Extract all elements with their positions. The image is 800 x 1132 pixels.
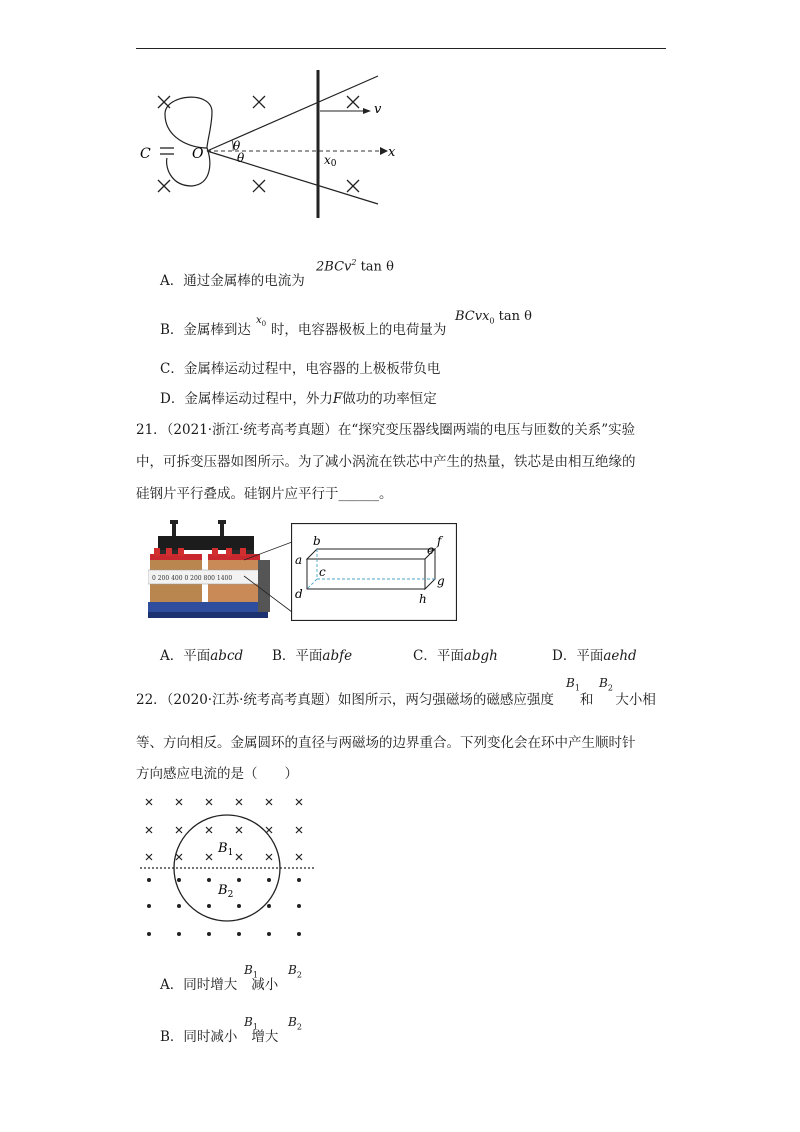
coil-scale: 0 200 400 0 200 800 1400: [152, 575, 233, 582]
q21-line-1: 21．（2021·浙江·统考高考真题）在“探究变压器线圈两端的电压与匝数的关系”实验: [136, 422, 636, 438]
label-v: v: [374, 102, 382, 117]
cross-mark: [347, 96, 359, 108]
q21-line-3: 硅钢片平行叠成。硅钢片应平行于______。: [136, 486, 393, 502]
q21-line-2: 中，可拆变压器如图所示。为了减小涡流在铁芯中产生的热量，铁芯是由相互绝缘的: [136, 454, 636, 470]
vertex-label-d: d: [295, 587, 303, 601]
cross-mark: [253, 96, 265, 108]
block-top-face: [307, 549, 435, 559]
vertex-label-b: b: [313, 534, 321, 548]
q21-option-c[interactable]: C．平面abgh: [413, 648, 498, 664]
q20-option-d[interactable]: D．金属棒运动过程中，外力F做功的功率恒定: [160, 391, 437, 407]
ring-magnetic-field-figure: [140, 794, 320, 944]
q22-line-1: 22．（2020·江苏·统考高考真题）如图所示，两匀强磁场的磁感应强度 和 大小相: [136, 692, 656, 708]
label-theta-upper: θ: [233, 139, 241, 153]
q22-option-a-b1: $B_1$: [244, 963, 258, 980]
vertex-label-a: a: [295, 553, 303, 567]
q22-line-2: 等、方向相反。金属圆环的直径与两磁场的边界重合。下列变化会在环中产生顺时针: [136, 735, 636, 751]
q22-option-b-b1: $B_1$: [244, 1015, 258, 1032]
q22-option-b[interactable]: B．同时减小 增大: [160, 1029, 279, 1045]
callout-lines: [240, 540, 303, 620]
header-rule: [136, 48, 666, 49]
label-x0: x0: [324, 153, 337, 169]
silicon-steel-block-diagram: [291, 523, 457, 621]
cross-mark: [347, 180, 359, 192]
wire-loop: [165, 97, 212, 148]
vertex-label-c: c: [319, 565, 326, 579]
q22-option-a-b2: $B_2$: [288, 963, 302, 980]
label-O: O: [192, 146, 204, 162]
option-text: A．通过金属棒的电流为: [160, 273, 305, 289]
q20-option-b[interactable]: B．金属棒到达 时，电容器极板上的电荷量为: [160, 322, 447, 338]
label-C: C: [140, 146, 151, 162]
vertex-label-f: f: [437, 534, 442, 548]
vertex-label-h: h: [419, 592, 427, 606]
vertex-label-e: e: [427, 543, 435, 557]
q21-option-d[interactable]: D．平面aehd: [552, 648, 637, 664]
label-x: x: [388, 145, 396, 160]
q22-b2-inline: $B_2$: [599, 676, 613, 693]
q22-b1-inline: $B_1$: [566, 676, 580, 693]
field-label-b1: $B_1$: [218, 841, 234, 858]
q20-option-c[interactable]: C．金属棒运动过程中，电容器的上极板带负电: [160, 361, 441, 377]
q21-option-b[interactable]: B．平面abfe: [272, 648, 353, 664]
q21-option-a[interactable]: A．平面abcd: [160, 648, 244, 664]
x-axis-arrow: [380, 147, 388, 155]
field-label-b2: $B_2$: [218, 883, 234, 900]
rail-capacitor-figure: [130, 66, 410, 226]
vertex-label-g: g: [437, 574, 445, 588]
cross-mark: [158, 180, 170, 192]
cross-mark: [253, 180, 265, 192]
q22-option-a[interactable]: A．同时增大 减小: [160, 977, 279, 993]
q20-option-a-formula: 2BCv$^2$ tan θ: [316, 258, 394, 275]
velocity-arrow-head: [363, 108, 371, 114]
label-theta-lower: θ: [237, 151, 245, 165]
q22-option-b-b2: $B_2$: [288, 1015, 302, 1032]
q22-line-3: 方向感应电流的是（ ）: [136, 766, 298, 782]
q20-option-a[interactable]: [160, 273, 305, 289]
lower-rail: [207, 151, 378, 204]
q20-option-b-formula: BCvx$_0$ tan θ: [455, 309, 532, 326]
q20-option-b-x0: $x_0$: [256, 315, 267, 328]
